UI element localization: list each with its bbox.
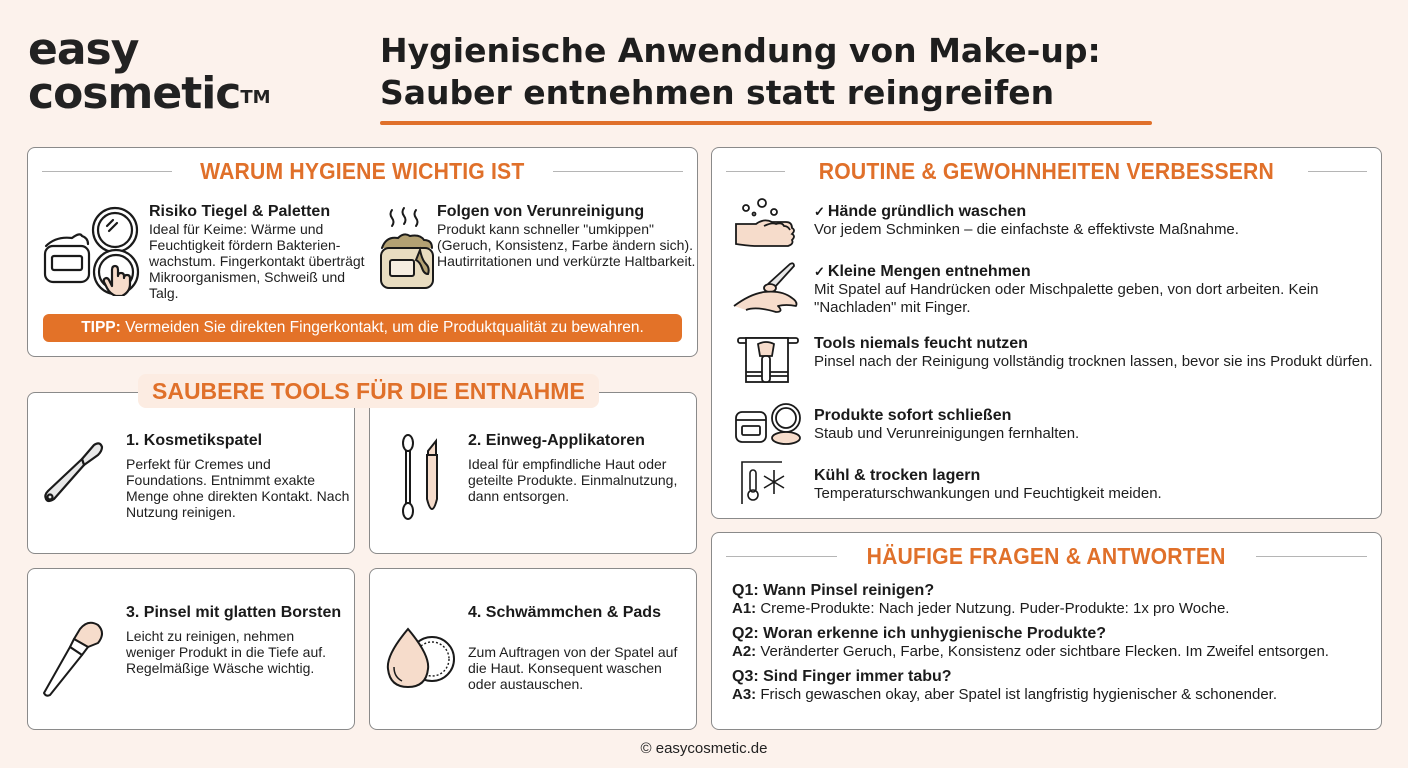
tool-title: 1. Kosmetikspatel	[126, 432, 263, 449]
why-item-title: Folgen von Verunreinigung	[437, 203, 645, 220]
routine-item-title: Tools niemals feucht nutzen	[814, 335, 1028, 352]
faq-question: Q3: Sind Finger immer tabu?	[732, 668, 952, 685]
tool-text: Zum Auftragen von der Spatel auf die Haut. Konsequent waschen oder austauschen.	[468, 644, 678, 692]
title-underline	[380, 121, 1152, 125]
tool-text: Perfekt für Cremes und Foundations. Entnimmt exakte Menge ohne direkten Kontakt. Nach Nutzung reinigen.	[126, 456, 350, 520]
tip-banner	[43, 314, 682, 342]
faq-question: Q1: Wann Pinsel reinigen?	[732, 582, 935, 599]
check-icon: ✓	[814, 264, 825, 279]
faq-item	[732, 581, 1372, 618]
brand-line1: easy	[28, 24, 139, 75]
spatula-on-hand-icon	[732, 258, 802, 318]
brand-logo	[28, 24, 271, 119]
title-line1: Hygienische Anwendung von Make-up:	[380, 31, 1101, 70]
title-line2: Sauber entnehmen statt reingreifen	[380, 73, 1055, 112]
routine-item-text: Temperaturschwankungen und Feuchtigkeit meiden.	[814, 485, 1162, 502]
faq-answer: A2: Veränderter Geruch, Farbe, Konsistenz oder sichtbare Flecken. Im Zweifel entsorgen.	[732, 643, 1329, 660]
brush-towel-icon	[736, 332, 800, 392]
tool-title: 2. Einweg-Applikatoren	[468, 432, 645, 449]
jar-and-compact-finger-icon	[40, 204, 140, 296]
routine-item-text: Staub und Verunreinigungen fernhalten.	[814, 425, 1080, 442]
why-heading-text: WARUM HYGIENE WICHTIG IST	[200, 158, 525, 184]
closed-jar-compact-icon	[734, 400, 804, 446]
faq-heading-text: HÄUFIGE FRAGEN & ANTWORTEN	[866, 543, 1227, 569]
why-heading	[28, 158, 697, 185]
routine-card	[711, 147, 1382, 519]
why-item-text: Produkt kann schneller "umkippen" (Geruch, Konsistenz, Farbe ändern sich). Hautirritationen und verkürzte Haltbarkeit.	[437, 221, 696, 269]
spatula-icon	[40, 437, 110, 517]
faq-question: Q2: Woran erkenne ich unhygienische Produkte?	[732, 625, 1107, 642]
routine-item-text: Pinsel nach der Reinigung vollständig trocknen lassen, bevor sie ins Produkt dürfen.	[814, 353, 1373, 370]
routine-item-title: Kühl & trocken lagern	[814, 467, 981, 484]
brush-icon	[40, 617, 110, 701]
tool-card-sponge	[369, 568, 697, 730]
check-icon: ✓	[814, 204, 825, 219]
tip-label: TIPP:	[81, 319, 121, 336]
routine-item-title: Produkte sofort schließen	[814, 407, 1012, 424]
divider	[726, 171, 785, 172]
contaminated-jar-icon	[376, 204, 440, 296]
tools-heading: SAUBERE TOOLS FÜR DIE ENTNAHME	[138, 374, 599, 408]
routine-item-text: Vor jedem Schminken – die einfachste & effektivste Maßnahme.	[814, 221, 1239, 238]
faq-card	[711, 532, 1382, 730]
why-item-text: Ideal für Keime: Wärme und Feuchtigkeit fördern Bakterien-wachstum. Fingerkontakt überträgt Mikroorganismen, Schweiß und Talg.	[149, 221, 365, 301]
divider	[726, 556, 837, 557]
tool-card-spatula	[27, 392, 355, 554]
faq-heading	[712, 543, 1381, 570]
hand-washing-icon	[734, 198, 800, 250]
routine-heading-text: ROUTINE & GEWOHNHEITEN VERBESSERN	[818, 158, 1275, 184]
tool-title: 4. Schwämmchen & Pads	[468, 604, 661, 621]
faq-item	[732, 624, 1372, 661]
tool-title: 3. Pinsel mit glatten Borsten	[126, 604, 342, 621]
routine-item-title: ✓ Kleine Mengen entnehmen	[814, 263, 1031, 280]
why-item-title: Risiko Tiegel & Paletten	[149, 203, 331, 220]
page-title	[380, 30, 1101, 114]
footer-copyright: © easycosmetic.de	[640, 740, 768, 757]
routine-item-text: Mit Spatel auf Handrücken oder Mischpalette geben, von dort arbeiten. Kein "Nachladen" mit Finger.	[814, 281, 1319, 316]
divider	[553, 171, 683, 172]
faq-item	[732, 667, 1372, 704]
divider	[1308, 171, 1367, 172]
faq-answer: A3: Frisch gewaschen okay, aber Spatel ist langfristig hygienischer & schonender.	[732, 686, 1278, 703]
sponge-pad-icon	[384, 625, 458, 689]
routine-item-title: ✓ Hände gründlich waschen	[814, 203, 1027, 220]
divider	[42, 171, 172, 172]
tool-card-applicators	[369, 392, 697, 554]
routine-heading	[712, 158, 1381, 185]
brand-line2: cosmetic	[28, 68, 241, 119]
thermometer-snowflake-icon	[740, 460, 794, 506]
applicator-icon	[398, 433, 448, 523]
tool-text: Ideal für empfindliche Haut oder geteilte Produkte. Einmalnutzung, dann entsorgen.	[468, 456, 678, 504]
why-hygiene-card	[27, 147, 698, 357]
tool-card-brush	[27, 568, 355, 730]
tool-text: Leicht zu reinigen, nehmen weniger Produkt in die Tiefe auf. Regelmäßige Wäsche wichtig.	[126, 628, 327, 676]
trademark: TM	[240, 87, 271, 108]
faq-answer: A1: Creme-Produkte: Nach jeder Nutzung. Puder-Produkte: 1x pro Woche.	[732, 600, 1230, 617]
divider	[1256, 556, 1367, 557]
tip-text: Vermeiden Sie direkten Fingerkontakt, um die Produktqualität zu bewahren.	[120, 319, 644, 336]
